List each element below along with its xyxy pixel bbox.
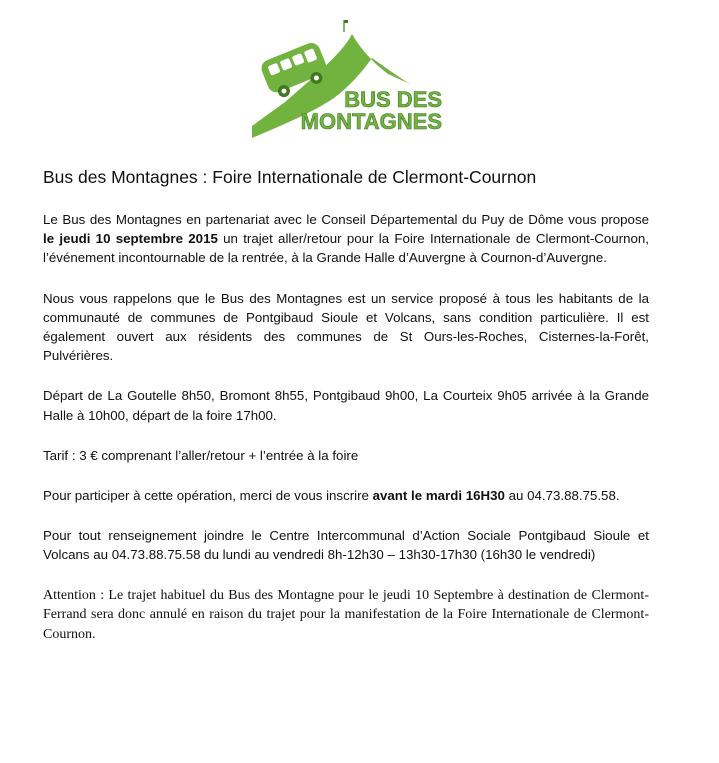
logo-text-line2: MONTAGNES (300, 109, 442, 134)
registration-deadline: avant le mardi 16H30 (372, 488, 505, 504)
paragraph-attention: Attention : Le trajet habituel du Bus des Montagne pour le jeudi 10 Septembre à destination de Clermont-Ferrand sera donc annulé en raison du trajet pour la manifestation de la Foire Internationale de Clermont-Cournon. (43, 587, 649, 642)
paragraph-service-reminder: Nous vous rappelons que le Bus des Montagnes est un service proposé à tous les habitants de la communauté de communes de Pontgibaud Sioule et Volcans, sans condition particulière. Il est également ouvert aux résidents des communes de St Ours-les-Roches, Cisternes-la-Forêt, Pulvérières. (43, 290, 649, 364)
bus-on-mountain-logo-icon (250, 14, 450, 139)
paragraph-registration (43, 486, 649, 505)
intro-date: le jeudi 10 septembre 2015 (43, 231, 218, 247)
document-body (43, 210, 649, 665)
registration-text-b: au 04.73.88.75.58. (504, 488, 620, 504)
intro-text-b: un trajet aller/retour pour la Foire Internationale de Clermont-Cournon, l’événement incontournable de la rentrée, à la Grande Halle d’Auvergne à Cournon-d’Auvergne. (43, 231, 649, 266)
paragraph-schedule: Départ de La Goutelle 8h50, Bromont 8h55, Pontgibaud 9h00, La Courteix 9h05 arrivée à la Grande Halle à 10h00, départ de la foire 17h00. (43, 388, 649, 423)
paragraph-contact: Pour tout renseignement joindre le Centre Intercommunal d’Action Sociale Pontgibaud Sioule et Volcans au 04.73.88.75.58 du lundi au vendredi 8h-12h30 – 13h30-17h30 (16h30 le vendredi) (43, 528, 649, 563)
logo-text-line1: BUS DES (344, 87, 442, 112)
page-title: Bus des Montagnes : Foire Internationale de Clermont-Cournon (43, 167, 537, 187)
intro-text-a: Le Bus des Montagnes en partenariat avec le Conseil Départemental du Puy de Dôme vous propose (43, 212, 649, 227)
paragraph-price: Tarif : 3 € comprenant l’aller/retour + l’entrée à la foire (43, 447, 359, 463)
bus-des-montagnes-logo (250, 14, 450, 139)
registration-text-a: Pour participer à cette opération, merci de vous inscrire (43, 488, 373, 504)
paragraph-intro (43, 210, 649, 268)
